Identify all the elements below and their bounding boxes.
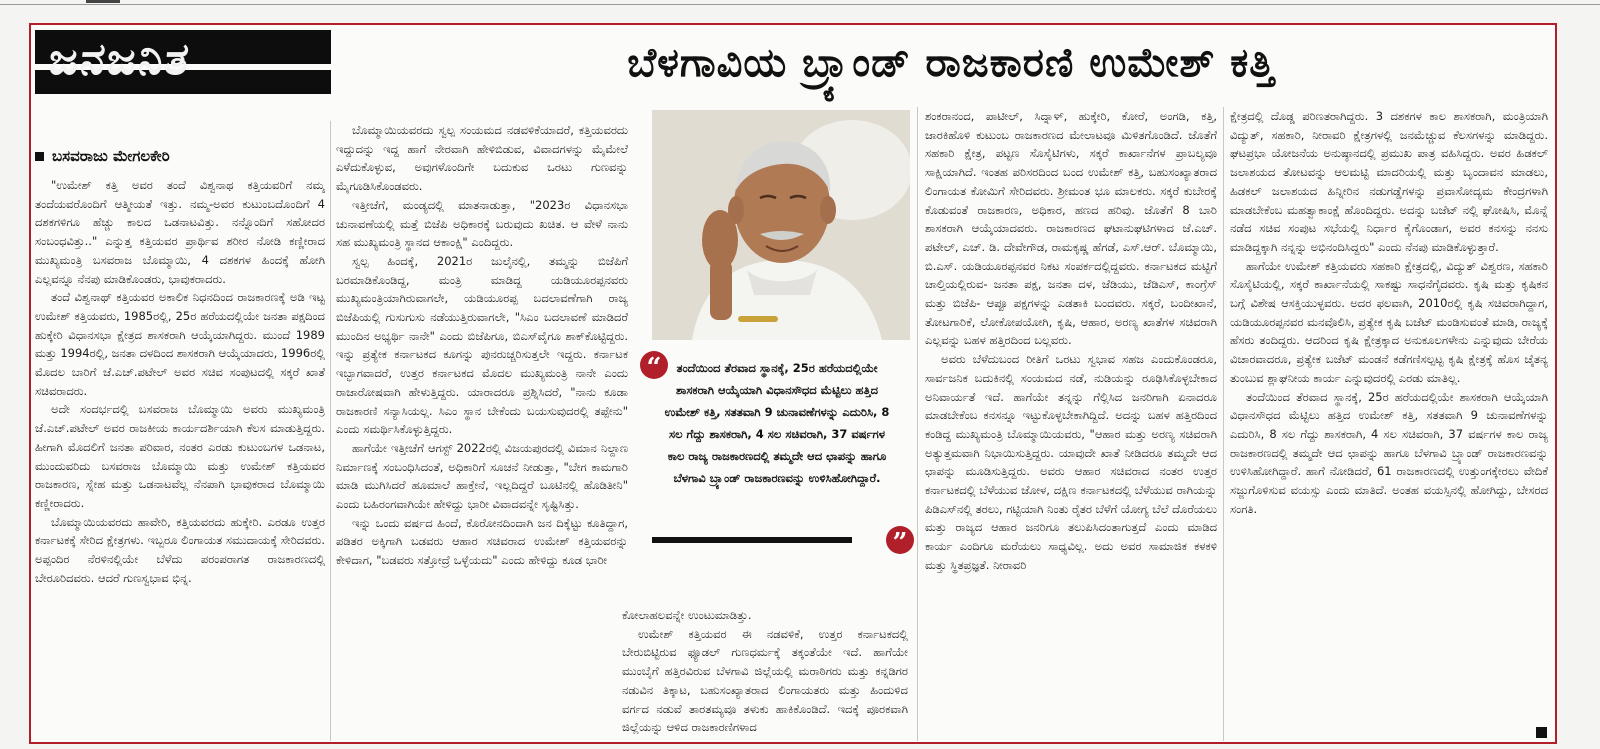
text-column-3 — [622, 606, 908, 741]
page-top-rule — [0, 4, 1600, 5]
column-divider — [1223, 107, 1224, 741]
byline — [35, 147, 325, 165]
text-column-4 — [925, 107, 1217, 741]
quote-close-icon: ” — [886, 526, 914, 554]
page-top-mark — [86, 0, 120, 3]
quote-open-icon: “ — [640, 351, 668, 379]
article-frame — [29, 23, 1557, 744]
paragraph: ಕೋಲಾಹಲವನ್ನೇ ಉಂಟುಮಾಡಿತ್ತು. — [622, 608, 752, 622]
article-end-mark — [1536, 727, 1547, 738]
paragraph: ತಂದೆ ವಿಶ್ವನಾಥ್ ಕತ್ತಿಯವರ ಅಕಾಲಿಕ ನಿಧನದಿಂದ ರಾಜಕಾರಣಕ್ಕೆ ಅಡಿ ಇಟ್ಟ ಉಮೇಶ್ ಕತ್ತಿಯವರು, 1985ರಲ್ಲಿ, 25ರ ಹರೆಯದಲ್ಲಿಯೇ ಜನತಾ ಪಕ್ಷದಿಂದ ಹುಕ್ಕೇರಿ ವಿಧಾನಸಭಾ ಕ್ಷೇತ್ರದ ಶಾಸಕರಾಗಿ ಆಯ್ಕೆಯಾಗಿದ್ದರು. ಮುಂದೆ 1989 ಮತ್ತು 1994ರಲ್ಲಿ, ಜನತಾ ದಳದಿಂದ ಶಾಸಕರಾಗಿ ಆಯ್ಕೆಯಾದರು, 1996ರಲ್ಲಿ ಮೊದಲ ಬಾರಿಗೆ ಜೆ.ಎಚ್.ಪಟೇಲ್ ಅವರ ಸಚಿವ ಸಂಪುಟದಲ್ಲಿ ಸಕ್ಕರೆ ಖಾತೆ ಸಚಿವರಾದರು. — [35, 290, 325, 398]
pull-quote-rule — [652, 537, 852, 543]
paragraph: ಬೊಮ್ಮಾಯಿಯವರದು ಸ್ವಲ್ಪ ಸಂಯಮದ ನಡವಳಿಕೆಯಾದರೆ, ಕತ್ತಿಯವರದು ಇದ್ದುದನ್ನು ಇದ್ದ ಹಾಗೆ ನೇರವಾಗಿ ಹೇಳಿಬಿಡುವ, ವಿವಾದಗಳನ್ನು ಮೈಮೇಲೆ ಎಳೆದುಕೊಳ್ಳುವ, ಅವುಗಳೊಂದಿಗೇ ಬದುಕುವ ಒರಟು ಗುಣವನ್ನು ಮೈಗೂಡಿಸಿಕೊಂಡವರು. — [336, 123, 628, 194]
paragraph: ಬೊಮ್ಮಾಯಿಯವರದು ಹಾವೇರಿ, ಕತ್ತಿಯವರದು ಹುಕ್ಕೇರಿ. ಎರಡೂ ಉತ್ತರ ಕರ್ನಾಟಕಕ್ಕೆ ಸೇರಿದ ಕ್ಷೇತ್ರಗಳು. ಇಬ್ಬರೂ ಲಿಂಗಾಯತ ಸಮುದಾಯಕ್ಕೆ ಸೇರಿದವರು. ಅಪ್ಪಂದಿರ ನೆರಳಿನಲ್ಲಿಯೇ ಬೆಳೆದು ಪರಂಪರಾಗತ ರಾಜಕಾರಣದಲ್ಲಿ ಬೇರೂರಿದವರು. ಆದರೆ ಗುಣಸ್ವಭಾವ ಭಿನ್ನ. — [35, 514, 325, 585]
portrait-photo — [652, 110, 910, 340]
logo-text: ಜನಜನಿತ — [46, 34, 194, 85]
text-column-1 — [35, 176, 325, 741]
paragraph: ಹಾಗೆಯೇ ಉಮೇಶ್ ಕತ್ತಿಯವರು ಸಹಕಾರಿ ಕ್ಷೇತ್ರದಲ್ಲಿ, ವಿದ್ಯುತ್ ವಿಶ್ವರಣ, ಸಹಕಾರಿ ಸೊಸೈಟಿಯಲ್ಲಿ, ಸಕ್ಕರೆ ಕಾರ್ಖಾನೆಯಲ್ಲಿ ಸಾಕಷ್ಟು ಸಾಧನೆಗೈದವರು. ಕೃಷಿ ಮತ್ತು ಕೃಷಿಕನ ಬಗ್ಗೆ ವಿಶೇಷ ಆಸಕ್ತಿಯುಳ್ಳವರು. ಅದರ ಫಲವಾಗಿ, 2010ರಲ್ಲಿ ಕೃಷಿ ಸಚಿವರಾಗಿದ್ದಾಗ, ಯಡಿಯೂರಪ್ಪನವರ ಮನವೊಲಿಸಿ, ಪ್ರತ್ಯೇಕ ಕೃಷಿ ಬಜೆಟ್ ಮಂಡಿಸುವಂತೆ ಮಾಡಿ, ರಾಜ್ಯಕ್ಕೆ ಹೆಸರು ತಂದಿದ್ದರು. ಆದರಿಂದ ಕೃಷಿ ಕ್ಷೇತ್ರಕ್ಕಾದ ಅನುಕೂಲಗಳೇನು ಎನ್ನುವುದು ಬೇರೆಯ ವಿಚಾರವಾದರೂ, ಪ್ರತ್ಯೇಕ ಬಜೆಟ್ ಮಂಡನೆ ಕಡೆಗಣಿಸಲ್ಪಟ್ಟ ಕೃಷಿ ಕ್ಷೇತ್ರಕ್ಕೆ ಹೊಸ ಚೈತನ್ಯ ತುಂಬುವ ಶ್ಲಾಘನೀಯ ಕಾರ್ಯ ಎನ್ನುವುದರಲ್ಲಿ ಎರಡು ಮಾತಿಲ್ಲ. — [1230, 258, 1548, 385]
column-divider — [330, 121, 331, 741]
paragraph: ಅದೇ ಸಂದರ್ಭದಲ್ಲಿ ಬಸವರಾಜ ಬೊಮ್ಮಾಯಿ ಅವರು ಮುಖ್ಯಮಂತ್ರಿ ಜೆ.ಎಚ್.ಪಟೇಲ್ ಅವರ ರಾಜಕೀಯ ಕಾರ್ಯದರ್ಶಿಯಾಗಿ ಕೆಲಸ ಮಾಡುತ್ತಿದ್ದರು. ಹೀಗಾಗಿ ಮೊದಲಿಗೆ ಜನತಾ ಪರಿವಾರ, ನಂತರ ಎರಡು ಕುಟುಂಬಗಳ ಒಡನಾಟ, ಮುಂದುವರಿದು ಬಸವರಾಜ ಬೊಮ್ಮಾಯಿ ಮತ್ತು ಉಮೇಶ್ ಕತ್ತಿಯವರ ರಾಜಕಾರಣ, ಸ್ನೇಹ ಮತ್ತು ಒಡನಾಟವೆಲ್ಲ ನೆನಪಾಗಿ ಭಾವುಕರಾದ ಬೊಮ್ಮಾಯಿ ಕಣ್ಣೀರಾದರು. — [35, 402, 325, 510]
paragraph: ಕ್ಷೇತ್ರದಲ್ಲಿ ದೊಡ್ಡ ಪರಿಣತರಾಗಿದ್ದರು. 3 ದಶಕಗಳ ಕಾಲ ಶಾಸಕರಾಗಿ, ಮಂತ್ರಿಯಾಗಿ ವಿದ್ಯುತ್, ಸಹಕಾರಿ, ನೀರಾವರಿ ಕ್ಷೇತ್ರಗಳಲ್ಲಿ ಜನಮೆಚ್ಚುವ ಕೆಲಸಗಳನ್ನು ಮಾಡಿದ್ದರು. ಘಟಪ್ರಭಾ ಯೋಜನೆಯ ಅನುಷ್ಠಾನದಲ್ಲಿ ಪ್ರಮುಖ ಪಾತ್ರ ವಹಿಸಿದ್ದರು. ಅವರ ಹಿಡಕಲ್ ಜಲಾಶಯದ ತೋಟವನ್ನು ಆಲಮಟ್ಟಿ ಮಾದರಿಯಲ್ಲಿ ಮತ್ತು ಬೃಂದಾವನ ಮಾಡಲು, ಹಿಡಕಲ್ ಜಲಾಶಯದ ಹಿನ್ನೀರಿನ ನಡುಗಡ್ಡೆಗಳನ್ನು ಪ್ರವಾಸೋದ್ಯಮ ಕೇಂದ್ರಗಳಾಗಿ ಮಾಡಬೇಕೆಂಬ ಮಹತ್ವಾಕಾಂಕ್ಷೆ ಹೊಂದಿದ್ದರು. ಅದನ್ನು ಬಜೆಟ್ ನಲ್ಲಿ ಘೋಷಿಸಿ, ಮೊನ್ನೆ ನಡೆದ ಸಚಿವ ಸಂಪುಟ ಸಭೆಯಲ್ಲಿ ನಿರ್ಧಾರ ಕೈಗೊಂಡಾಗ, ಅವರ ಕನಸನ್ನು ನನಸು ಮಾಡಿದ್ದಕ್ಕಾಗಿ ನನ್ನನ್ನು ಅಭಿನಂದಿಸಿದ್ದರು" ಎಂದು ನೆನಪು ಮಾಡಿಕೊಳ್ಳುತ್ತಾರೆ. — [1230, 109, 1548, 254]
paragraph: ಉಮೇಶ್ ಕತ್ತಿಯವರ ಈ ನಡವಳಿಕೆ, ಉತ್ತರ ಕರ್ನಾಟಕದಲ್ಲಿ ಬೇರುಬಿಟ್ಟಿರುವ ಫ್ಯೂಡಲ್ ಗುಣಧರ್ಮಕ್ಕೆ ತಕ್ಕಂತೆಯೇ ಇದೆ. ಹಾಗೆಯೇ ಮುಂಬೈಗೆ ಹತ್ತಿರವಿರುವ ಬೆಳಗಾವಿ ಜಿಲ್ಲೆಯಲ್ಲಿ ಮರಾಠಿಗರು ಮತ್ತು ಕನ್ನಡಿಗರ ನಡುವಿನ ತಿಕ್ಕಾಟ, ಬಹುಸಂಖ್ಯಾತರಾದ ಲಿಂಗಾಯತರು ಮತ್ತು ಹಿಂದುಳಿದ ವರ್ಗದ ನಡುವೆ ತಾರತಮ್ಯವೂ ತಳುಕು ಹಾಕಿಕೊಂಡಿದೆ. ಇದಕ್ಕೆ ಪೂರಕವಾಗಿ ಜಿಲ್ಲೆಯನ್ನು ಆಳಿದ ರಾಜಕಾರಣಿಗಳಾದ — [622, 626, 908, 735]
column-logo — [35, 30, 331, 94]
headline: ಬೆಳಗಾವಿಯ ಬ್ರ್ಯಾಂಡ್ ರಾಜಕಾರಣಿ ಉಮೇಶ್ ಕತ್ತಿ — [627, 40, 1275, 86]
text-column-2 — [336, 121, 628, 741]
paragraph: ಹಾಗೆಯೇ ಇತ್ತೀಚೆಗೆ ಆಗಸ್ಟ್ 2022ರಲ್ಲಿ ವಿಜಯಪುರದಲ್ಲಿ ವಿಮಾನ ನಿಲ್ದಾಣ ನಿರ್ಮಾಣಕ್ಕೆ ಸಂಬಂಧಿಸಿದಂತೆ, ಅಧಿಕಾರಿಗೆ ಸೂಚನೆ ನೀಡುತ್ತಾ, "ಬೇಗ ಕಾಮಗಾರಿ ಮಾಡಿ ಮುಗಿಸಿದರೆ ಹೂಮಾಲೆ ಹಾಕ್ತೇನೆ, ಇಲ್ಲದಿದ್ದರೆ ಬೂಟಿನಲ್ಲಿ ಹೊಡಿತೀನಿ" ಎಂದು ಬಹಿರಂಗವಾಗಿಯೇ ಹೇಳಿದ್ದು ಭಾರೀ ವಿವಾದವನ್ನೇ ಸೃಷ್ಟಿಸಿತ್ತು. — [336, 440, 628, 512]
paragraph: ಇತ್ತೀಚೆಗೆ, ಮಂಡ್ಯದಲ್ಲಿ ಮಾತನಾಡುತ್ತಾ, "2023ರ ವಿಧಾನಸಭಾ ಚುನಾವಣೆಯಲ್ಲಿ ಮತ್ತೆ ಬಿಜೆಪಿ ಅಧಿಕಾರಕ್ಕೆ ಬರುವುದು ಖಚಿತ. ಆ ವೇಳೆ ನಾನು ಸಹ ಮುಖ್ಯಮಂತ್ರಿ ಸ್ಥಾನದ ಆಕಾಂಕ್ಷಿ" ಎಂದಿದ್ದರು. — [336, 197, 628, 250]
paragraph: ಇನ್ನು ಒಂದು ವರ್ಷದ ಹಿಂದೆ, ಕೊರೋನದಿಂದಾಗಿ ಜನ ದಿಕ್ಕೆಟ್ಟು ಕೂತಿದ್ದಾಗ, ಪಡಿತರ ಅಕ್ಕಿಗಾಗಿ ಬಡವರು ಆಹಾರ ಸಚಿವರಾದ ಉಮೇಶ್ ಕತ್ತಿಯವರನ್ನು ಕೇಳಿದಾಗ, "ಬಡವರು ಸತ್ತೋದ್ರೆ ಒಳ್ಳೆಯದು" ಎಂದು ಹೇಳಿದ್ದು ಕೂಡ ಭಾರೀ — [336, 515, 628, 568]
pull-quote: ತಂದೆಯಿಂದ ತೆರವಾದ ಸ್ಥಾನಕ್ಕೆ, 25ರ ಹರೆಯದಲ್ಲಿಯೇ ಶಾಸಕರಾಗಿ ಆಯ್ಕೆಯಾಗಿ ವಿಧಾನಸೌಧದ ಮೆಟ್ಟಿಲು ಹತ್ತಿದ ಉಮೇಶ್ ಕತ್ತಿ, ಸತತವಾಗಿ 9 ಚುನಾವಣೆಗಳನ್ನು ಎದುರಿಸಿ, 8 ಸಲ ಗೆದ್ದು ಶಾಸಕರಾಗಿ, 4 ಸಲ ಸಚಿವರಾಗಿ, 37 ವರ್ಷಗಳ ಕಾಲ ರಾಜ್ಯ ರಾಜಕಾರಣದಲ್ಲಿ ತಮ್ಮದೇ ಆದ ಛಾಪನ್ನು ಹಾಗೂ ಬೆಳಗಾವಿ ಬ್ರ್ಯಾಂಡ್ ರಾಜಕಾರಣವನ್ನು ಉಳಿಸಿಹೋಗಿದ್ದಾರೆ. — [664, 361, 890, 485]
paragraph: "ಉಮೇಶ್ ಕತ್ತಿ ಅವರ ತಂದೆ ವಿಶ್ವನಾಥ ಕತ್ತಿಯವರಿಗೆ ನಮ್ಮ ತಂದೆಯವರೊಂದಿಗೆ ಆತ್ಮೀಯತೆ ಇತ್ತು. ನಮ್ಮ-ಅವರ ಕುಟುಂಬದೊಂದಿಗೆ 4 ದಶಕಗಳಿಗೂ ಹೆಚ್ಚು ಕಾಲದ ಒಡನಾಟವಿತ್ತು. ನನ್ನೊಂದಿಗೆ ಸಹೋದರ ಸಂಬಂಧವಿತ್ತು.." ಎನ್ನುತ್ತ ಕತ್ತಿಯವರ ಪ್ರಾರ್ಥಿವ ಶರೀರ ನೋಡಿ ಕಣ್ಣೀರಾದ ಮುಖ್ಯಮಂತ್ರಿ ಬಸವರಾಜ ಬೊಮ್ಮಾಯಿ, 4 ದಶಕಗಳ ಹಿಂದಕ್ಕೆ ಹೋಗಿ ಎಲ್ಲವನ್ನೂ ನೆನಪು ಮಾಡಿಕೊಂಡರು, ಭಾವುಕರಾದರು. — [35, 178, 325, 286]
byline-author: ಬಸವರಾಜು ಮೇಗಲಕೇರಿ — [52, 147, 170, 165]
paragraph: ಶಂಕರಾನಂದ, ಪಾಟೀಲ್, ಸಿದ್ನಾಳ್, ಹುಕ್ಕೇರಿ, ಕೋರೆ, ಅಂಗಡಿ, ಕತ್ತಿ, ಜಾರಕಿಹೊಳಿ ಕುಟುಂಬ ರಾಜಕಾರಣದ ಮೇಲಾಟವೂ ಮಿಳಿತಗೊಂಡಿದೆ. ಜೊತೆಗೆ ಸಹಕಾರಿ ಕ್ಷೇತ್ರ, ಪಟ್ಟಣ ಸೊಸೈಟಿಗಳು, ಸಕ್ಕರೆ ಕಾರ್ಖಾನೆಗಳ ಪ್ರಾಬಲ್ಯವೂ ಸಾಕ್ಷಿಯಾಗಿದೆ. ಇಂತಹ ಪರಿಸರದಿಂದ ಬಂದ ಉಮೇಶ್ ಕತ್ತಿ, ಬಹುಸಂಖ್ಯಾತರಾದ ಲಿಂಗಾಯತ ಕೋಮಿಗೆ ಸೇರಿದವರು. ಶ್ರೀಮಂತ ಭೂ ಮಾಲಕರು. ಸಕ್ಕರೆ ಕುಬೇರಕ್ಕೆ ಕೊಡುವಂತೆ ರಾಜಕಾರಣ, ಅಧಿಕಾರ, ಹಣದ ಹರಿವು. ಜೊತೆಗೆ 8 ಬಾರಿ ಶಾಸಕರಾಗಿ ಆಯ್ಕೆಯಾದವರು. ರಾಜಕಾರಣದ ಘಟಾನುಘಟಿಗಳಾದ ಜೆ.ಎಚ್. ಪಟೇಲ್, ಎಚ್. ಡಿ. ದೇವೇಗೌಡ, ರಾಮಕೃಷ್ಣ ಹೆಗಡೆ, ಎಸ್.ಆರ್. ಬೊಮ್ಮಾಯಿ, ಬಿ.ಎಸ್. ಯಡಿಯೂರಪ್ಪನವರ ನಿಕಟ ಸಂಪರ್ಕದಲ್ಲಿದ್ದವರು. ಕರ್ನಾಟಕದ ಮಟ್ಟಿಗೆ ಚಾಲ್ತಿಯಲ್ಲಿರುವ- ಜನತಾ ಪಕ್ಷ, ಜನತಾ ದಳ, ಜೆಡಿಯು, ಜೆಡಿಎಸ್, ಕಾಂಗ್ರೆಸ್ ಮತ್ತು ಬಿಜೆಪಿ- ಆಪ್ಪೂ ಪಕ್ಷಗಳನ್ನು ಎಡತಾಕಿ ಬಂದವರು. ಸಕ್ಕರೆ, ಬಂದೀಖಾನೆ, ತೋಟಗಾರಿಕೆ, ಲೋಕೋಪಯೋಗಿ, ಕೃಷಿ, ಆಹಾರ, ಅರಣ್ಯ ಖಾತೆಗಳ ಸಚಿವರಾಗಿ ಎಲ್ಲವನ್ನು ಬಹಳ ಹತ್ತಿರದಿಂದ ಬಲ್ಲವರು. — [925, 109, 1217, 348]
paragraph: ತಂದೆಯಿಂದ ತೆರವಾದ ಸ್ಥಾನಕ್ಕೆ, 25ರ ಹರೆಯದಲ್ಲಿಯೇ ಶಾಸಕರಾಗಿ ಆಯ್ಕೆಯಾಗಿ ವಿಧಾನಸೌಧದ ಮೆಟ್ಟಿಲು ಹತ್ತಿದ ಉಮೇಶ್ ಕತ್ತಿ, ಸತತವಾಗಿ 9 ಚುನಾವಣೆಗಳನ್ನು ಎದುರಿಸಿ, 8 ಸಲ ಗೆದ್ದು ಶಾಸಕರಾಗಿ, 4 ಸಲ ಸಚಿವರಾಗಿ, 37 ವರ್ಷಗಳ ಕಾಲ ರಾಜ್ಯ ರಾಜಕಾರಣದಲ್ಲಿ ತಮ್ಮದೇ ಆದ ಛಾಪನ್ನು ಹಾಗೂ ಬೆಳಗಾವಿ ಬ್ರ್ಯಾಂಡ್ ರಾಜಕಾರಣವನ್ನು ಉಳಿಸಿಹೋಗಿದ್ದಾರೆ. ಹಾಗೆ ನೋಡಿದರೆ, 61 ರಾಜಕಾರಣದಲ್ಲಿ ಉತ್ತುಂಗಕ್ಕೇರಲು ವೇದಿಕೆ ಸಜ್ಜುಗೊಳಿಸುವ ವಯಸ್ಸು ಎಂದು ಮಾತಿದೆ. ಅಂತಹ ವಯಸ್ಸಿನಲ್ಲಿ ಹೋಗಿದ್ದು, ಬೇಸರದ ಸಂಗತಿ. — [1230, 389, 1548, 516]
byline-bullet-icon — [35, 152, 44, 161]
portrait-illustration — [652, 110, 910, 340]
text-column-5 — [1230, 107, 1548, 741]
paragraph: ಸ್ವಲ್ಪ ಹಿಂದಕ್ಕೆ, 2021ರ ಜುಲೈನಲ್ಲಿ, ತಮ್ಮನ್ನು ಬಿಜೆಪಿಗೆ ಬರಮಾಡಿಕೊಂಡಿದ್ದ, ಮಂತ್ರಿ ಮಾಡಿದ್ದ ಯಡಿಯೂರಪ್ಪನವರು ಮುಖ್ಯಮಂತ್ರಿಯಾಗಿರುವಾಗಲೇ, ಯಡಿಯೂರಪ್ಪ ಬದಲಾವಣೆಗಾಗಿ ರಾಜ್ಯ ಬಿಜೆಪಿಯಲ್ಲಿ ಗುಸುಗುಸು ನಡೆಯುತ್ತಿರುವಾಗಲೇ, "ಸಿಎಂ ಬದಲಾವಣೆ ಮಾಡಿದರೆ ಮುಂದಿನ ಅಭ್ಯರ್ಥಿ ನಾನೇ" ಎಂದು ಬಿಜೆಪಿಗೂ, ಬಿಎಸ್‌ವೈಗೂ ಶಾಕ್‌ಕೊಟ್ಟಿದ್ದರು. ಇನ್ನು ಪ್ರತ್ಯೇಕ ಕರ್ನಾಟಕದ ಕೂಗನ್ನು ಪುನರುಚ್ಚರಿಸುತ್ತಲೇ ಇದ್ದರು. ಕರ್ನಾಟಕ ಇಬ್ಭಾಗವಾದರೆ, ಉತ್ತರ ಕರ್ನಾಟಕದ ಮೊದಲ ಮುಖ್ಯಮಂತ್ರಿ ನಾನೇ ಎಂದು ರಾಜಾರೋಷವಾಗಿ ಹೇಳುತ್ತಿದ್ದರು. ಯಾರಾದರೂ ಪ್ರಶ್ನಿಸಿದರೆ, "ನಾನು ಕೂಡಾ ರಾಜಕಾರಣಿ ಸನ್ಯಾಸಿಯಲ್ಲ. ಸಿಎಂ ಸ್ಥಾನ ಬೇಕೆಂದು ಬಯಸುವುದರಲ್ಲಿ ತಪ್ಪೇನು" ಎಂದು ಸಮರ್ಥಿಸಿಕೊಳ್ಳುತ್ತಿದ್ದರು. — [336, 253, 628, 437]
column-divider — [917, 107, 918, 741]
paragraph: ಅವರು ಬೆಳೆದುಬಂದ ರೀತಿಗೆ ಒರಟು ಸ್ವಭಾವ ಸಹಜ ಎಂದುಕೊಂಡರೂ, ಸಾರ್ವಜನಿಕ ಬದುಕಿನಲ್ಲಿ ಸಂಯಮದ ನಡೆ, ನುಡಿಯನ್ನು ರೂಢಿಸಿಕೊಳ್ಳಬೇಕಾದ ಅನಿವಾರ್ಯತೆ ಇದೆ. ಹಾಗೆಯೇ ತನ್ನನ್ನು ಗೆಲ್ಲಿಸಿದ ಜನರಿಗಾಗಿ ಏನಾದರೂ ಮಾಡಬೇಕೆಂಬ ಕನಸನ್ನೂ ಇಟ್ಟುಕೊಳ್ಳಬೇಕಾಗಿದ್ದಿದೆ. ಅದನ್ನು ಬಹಳ ಹತ್ತಿರದಿಂದ ಕಂಡಿದ್ದ ಮುಖ್ಯಮಂತ್ರಿ ಬೊಮ್ಮಾಯಿಯವರು, "ಆಹಾರ ಮತ್ತು ಅರಣ್ಯ ಸಚಿವರಾಗಿ ಅತ್ಯುತ್ತಮವಾಗಿ ನಿಭಾಯಿಸುತ್ತಿದ್ದರು. ಯಾವುದೇ ಖಾತೆ ನೀಡಿದರೂ ತಮ್ಮದೇ ಆದ ಛಾಪನ್ನು ಮೂಡಿಸುತ್ತಿದ್ದರು. ಅವರು ಆಹಾರ ಸಚಿವರಾದ ನಂತರ ಉತ್ತರ ಕರ್ನಾಟಕದಲ್ಲಿ ಬೆಳೆಯುವ ಜೋಳ, ದಕ್ಷಿಣ ಕರ್ನಾಟಕದಲ್ಲಿ ಬೆಳೆಯುವ ರಾಗಿಯನ್ನು ಪಿಡಿಎಸ್‌ನಲ್ಲಿ ತರಲು, ಗಟ್ಟಿಯಾಗಿ ನಿಂತು ರೈತರ ಬೆಳೆಗೆ ಯೋಗ್ಯ ಬೆಲೆ ದೊರೆಯಲು ಮತ್ತು ರಾಜ್ಯದ ಆಹಾರ ಜನರಿಗೂ ತಲುಪಿಸಿದಂತಾಗುತ್ತದೆ ಎಂದು ಮಾಡಿದ ಕಾರ್ಯ ಎಂದಿಗೂ ಮರೆಯಲು ಸಾಧ್ಯವಿಲ್ಲ. ಅದು ಅವರ ಸಾಮಾಜಿಕ ಕಳಕಳಿ ಮತ್ತು ಸ್ಥಿತಪ್ರಜ್ಞತೆ. ನೀರಾವರಿ — [925, 352, 1217, 572]
